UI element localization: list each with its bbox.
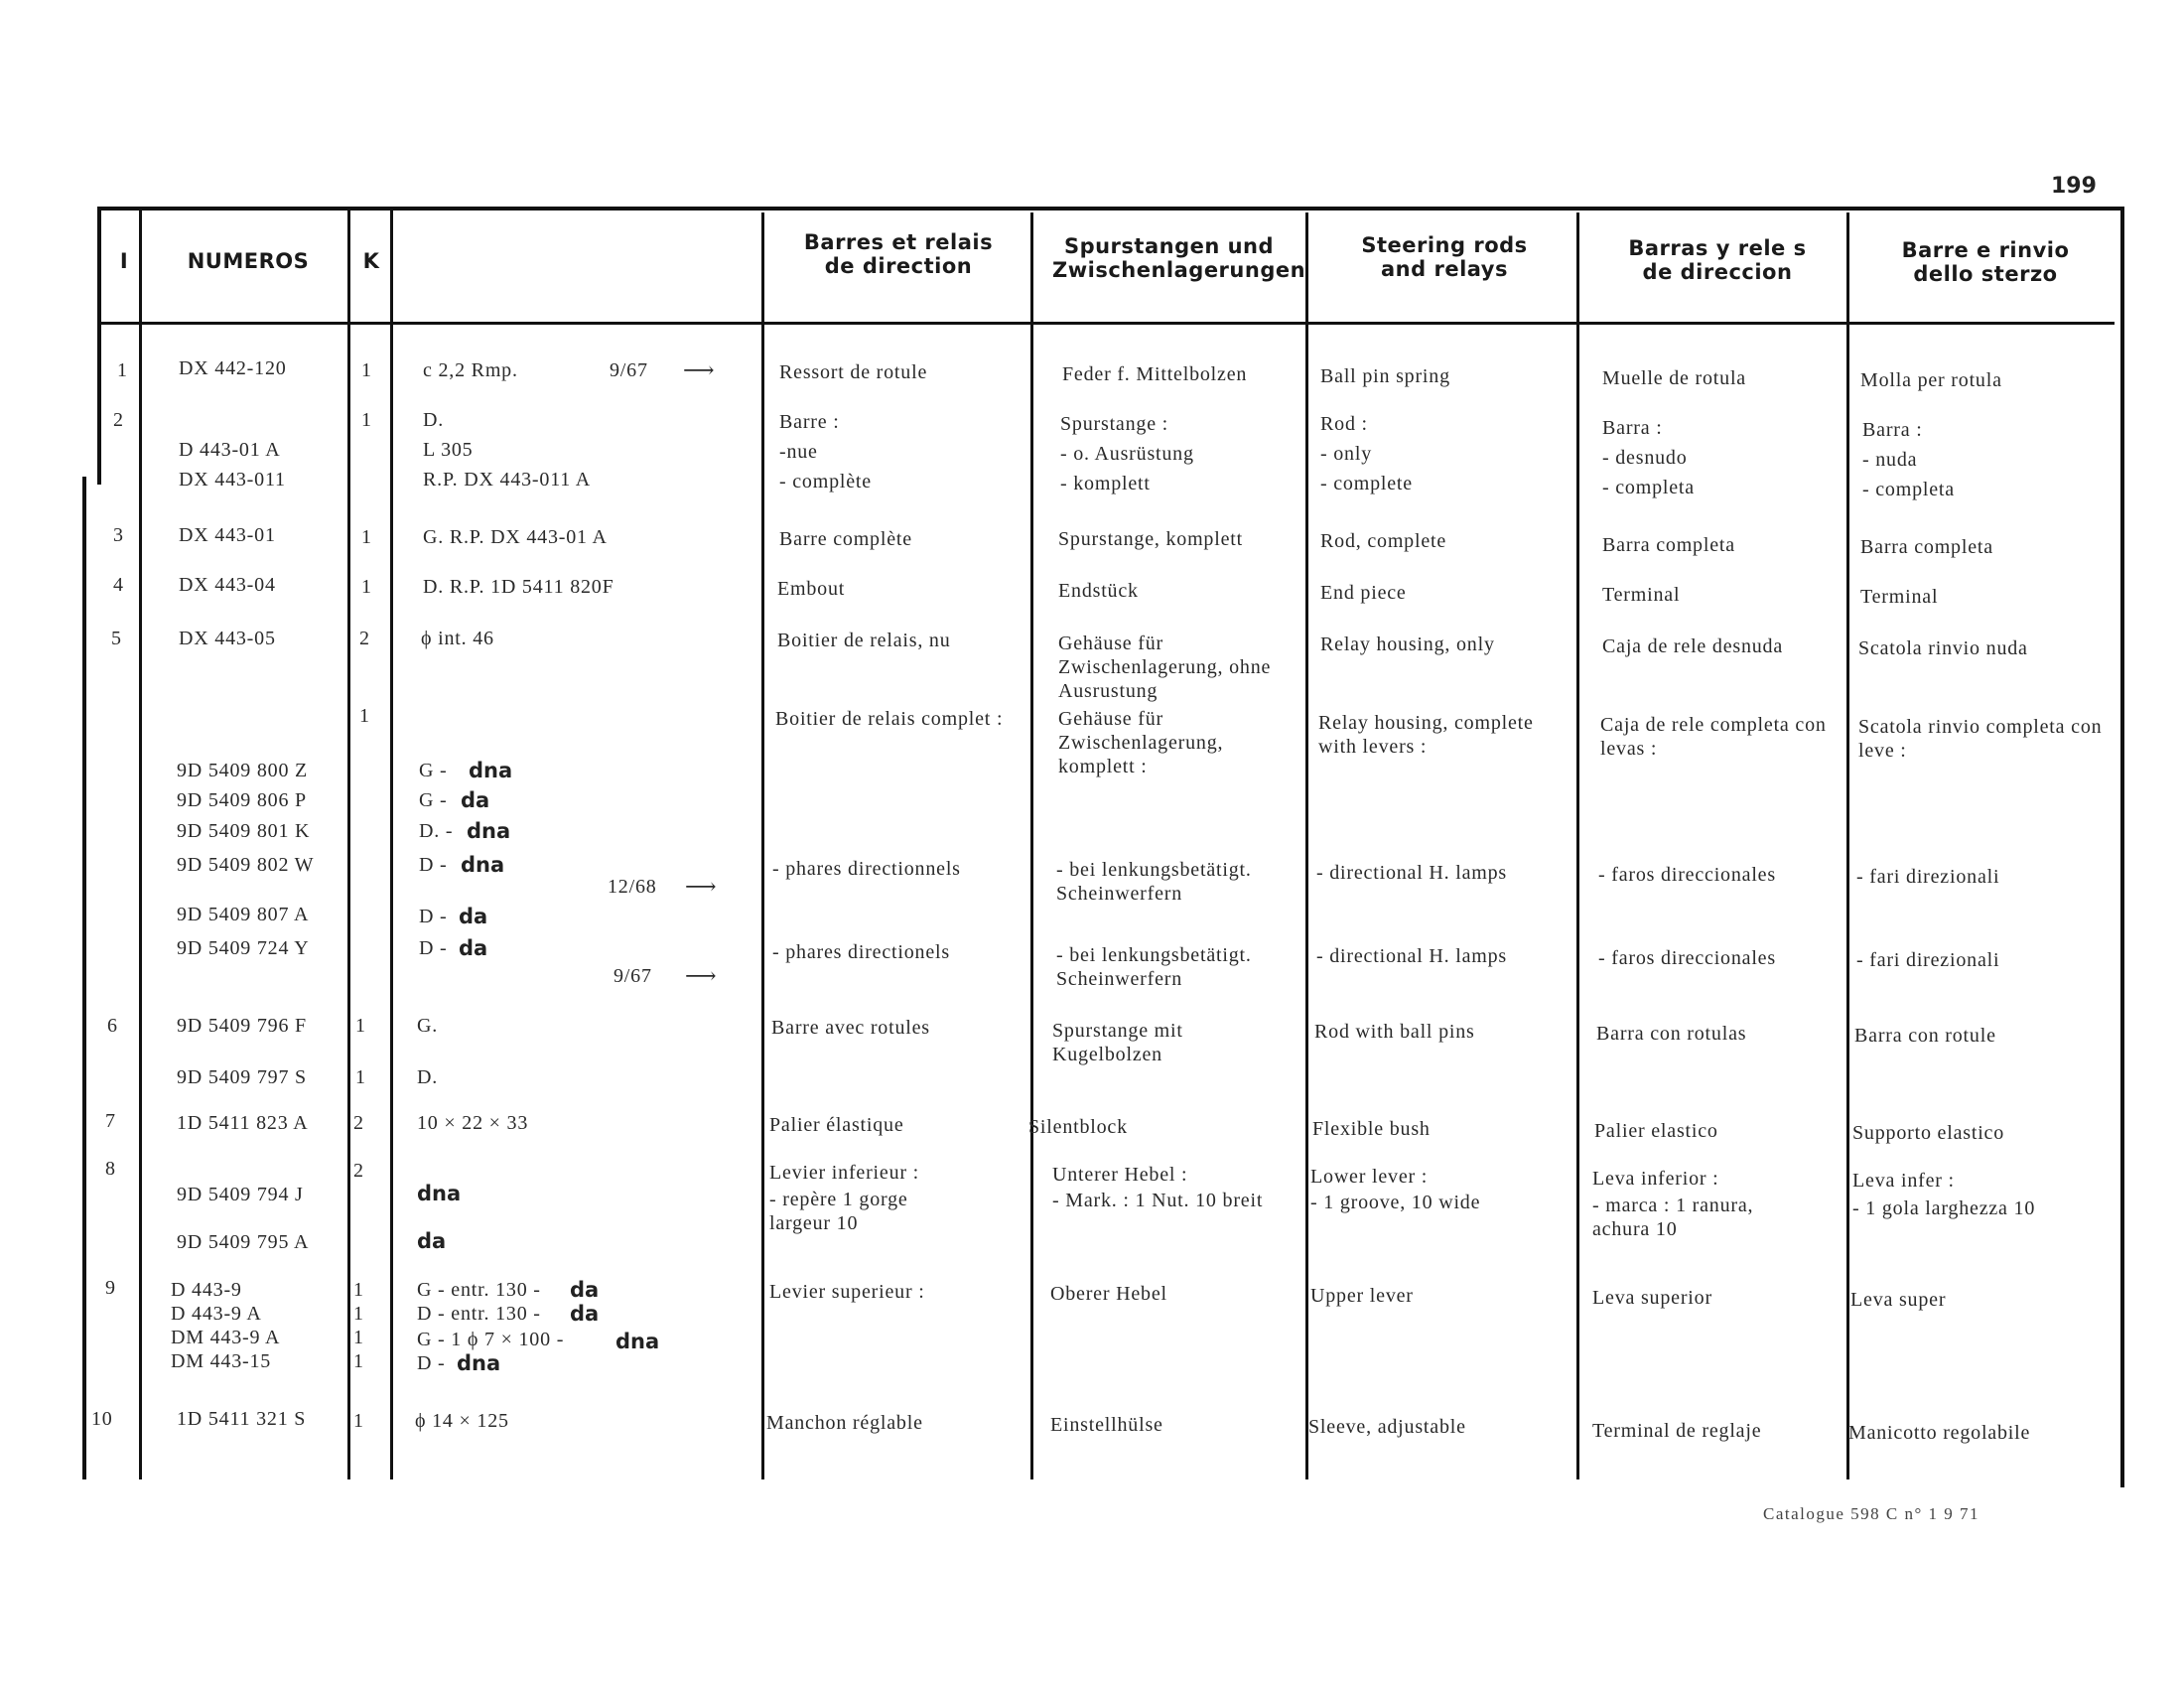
header-french: Barres et relais de direction — [803, 230, 994, 278]
variant-code-4: dna — [461, 853, 505, 877]
variant-spanish-1: - faros direccionales — [1598, 864, 1776, 886]
col-sep-5 — [1030, 212, 1033, 1479]
header-col-i: I — [119, 249, 129, 273]
variant-code-3: dna — [467, 819, 511, 843]
row9-french: Levier superieur : — [769, 1281, 925, 1303]
row2-spec-2: L 305 — [423, 439, 474, 461]
row9-spanish: Leva superior — [1592, 1287, 1712, 1309]
col-sep-7 — [1576, 212, 1579, 1479]
table-left-border-lower — [82, 477, 86, 1479]
page-number: 199 — [2051, 174, 2097, 199]
row5-german: Gehäuse für Zwischenlagerung, ohne Ausrustung — [1058, 633, 1272, 702]
row8-german: Unterer Hebel : — [1052, 1164, 1188, 1186]
row2-spec-3: R.P. DX 443-011 A — [423, 469, 591, 491]
row7-quantity: 2 — [353, 1112, 364, 1134]
row5b-italian: Scatola rinvio completa con leve : — [1858, 716, 2103, 762]
row9-english: Upper lever — [1310, 1285, 1414, 1307]
row8-spec-1: dna — [417, 1182, 462, 1205]
row6-index: 6 — [107, 1015, 118, 1037]
row1-italian: Molla per rotula — [1860, 369, 2002, 391]
arrow-icon: ⟶ — [685, 963, 718, 988]
row5-part-number: DX 443-05 — [179, 628, 276, 649]
row10-spanish: Terminal de reglaje — [1592, 1420, 1762, 1442]
row5b-quantity: 1 — [359, 705, 370, 727]
row2-french-1: Barre : — [779, 411, 840, 433]
row1-part-number: DX 442-120 — [179, 357, 287, 379]
row3-quantity: 1 — [361, 526, 372, 548]
variant-side-1: G - — [419, 760, 448, 781]
header-separator — [97, 322, 2115, 325]
row3-spanish: Barra completa — [1602, 534, 1735, 556]
row9-german: Oberer Hebel — [1050, 1283, 1167, 1305]
row3-index: 3 — [113, 524, 124, 546]
row1-english: Ball pin spring — [1320, 365, 1450, 387]
row4-english: End piece — [1320, 582, 1407, 604]
row10-french: Manchon réglable — [766, 1412, 923, 1434]
row10-quantity: 1 — [353, 1410, 364, 1432]
row8-english-detail: - 1 groove, 10 wide — [1310, 1192, 1481, 1213]
row5-english: Relay housing, only — [1320, 633, 1495, 655]
row9-code-4: dna — [457, 1351, 501, 1375]
row5-spanish: Caja de rele desnuda — [1602, 635, 1784, 657]
row9-code-3: dna — [615, 1330, 660, 1353]
row9-code-1: da — [570, 1278, 600, 1302]
row2-german-1: Spurstange : — [1060, 413, 1169, 435]
row10-german: Einstellhülse — [1050, 1414, 1163, 1436]
row2-french-3: - complète — [779, 471, 872, 492]
row4-spec: D. R.P. 1D 5411 820F — [423, 576, 614, 598]
variant-side-2: G - — [419, 789, 448, 811]
variant-italian-2: - fari direzionali — [1856, 949, 2000, 971]
variant-code-1: dna — [469, 759, 513, 782]
col-sep-4 — [761, 212, 764, 1479]
row10-english: Sleeve, adjustable — [1308, 1416, 1466, 1438]
row7-german: Silentblock — [1028, 1116, 1128, 1138]
variant-side-5: D - — [419, 906, 448, 927]
variant-german-2: - bei lenkungsbetätigt. Scheinwerfern — [1056, 944, 1252, 990]
header-numeros: NUMEROS — [187, 249, 310, 273]
row9-quantity-4: 1 — [353, 1350, 364, 1372]
row9-italian: Leva super — [1850, 1289, 1947, 1311]
row7-part-number: 1D 5411 823 A — [177, 1112, 309, 1134]
row1-german: Feder f. Mittelbolzen — [1062, 363, 1248, 385]
row1-spec: c 2,2 Rmp. — [423, 359, 518, 381]
col-sep-2 — [347, 209, 350, 1479]
row4-spanish: Terminal — [1602, 584, 1681, 606]
row8-spanish: Leva inferior : — [1592, 1168, 1719, 1190]
row6-quantity-1: 1 — [355, 1015, 366, 1037]
row9-part-number-1: D 443-9 — [171, 1279, 242, 1301]
row1-french: Ressort de rotule — [779, 361, 928, 383]
variant-part-number-4: 9D 5409 802 W — [177, 854, 315, 876]
header-english: Steering rods and relays — [1361, 233, 1528, 281]
variant-part-number-6: 9D 5409 724 Y — [177, 937, 310, 959]
row7-english: Flexible bush — [1312, 1118, 1431, 1140]
row6-spec-1: G. — [417, 1015, 439, 1037]
catalogue-footer: Catalogue 598 C n° 1 9 71 — [1763, 1504, 1980, 1523]
variant-part-number-1: 9D 5409 800 Z — [177, 760, 309, 781]
row9-quantity-1: 1 — [353, 1279, 364, 1301]
row4-italian: Terminal — [1860, 586, 1939, 608]
row5b-german: Gehäuse für Zwischenlagerung, komplett : — [1058, 708, 1224, 777]
row2-quantity: 1 — [361, 409, 372, 431]
row9-quantity-2: 1 — [353, 1303, 364, 1325]
row7-french: Palier élastique — [769, 1114, 904, 1136]
row4-part-number: DX 443-04 — [179, 574, 276, 596]
row5-spec: ϕ int. 46 — [421, 628, 494, 649]
variant-spanish-2: - faros direccionales — [1598, 947, 1776, 969]
row1-index: 1 — [117, 359, 128, 381]
variant-code-5: da — [459, 905, 488, 928]
variant-english-2: - directional H. lamps — [1316, 945, 1507, 967]
table-left-border — [97, 207, 101, 485]
row4-index: 4 — [113, 574, 124, 596]
row6-english: Rod with ball pins — [1314, 1021, 1475, 1043]
row5b-french: Boitier de relais complet : — [775, 708, 1004, 730]
row6-italian: Barra con rotule — [1854, 1025, 1996, 1047]
variant-code-2: da — [461, 788, 490, 812]
row7-spec: 10 × 22 × 33 — [417, 1112, 529, 1134]
row9-spec-1: G - entr. 130 - — [417, 1279, 541, 1301]
row6-spec-2: D. — [417, 1066, 439, 1088]
row5-french: Boitier de relais, nu — [777, 630, 951, 651]
row9-part-number-3: DM 443-9 A — [171, 1327, 281, 1348]
row7-index: 7 — [105, 1110, 116, 1132]
row9-spec-2: D - entr. 130 - — [417, 1303, 541, 1325]
row5-index: 5 — [111, 628, 122, 649]
row6-french: Barre avec rotules — [771, 1017, 930, 1039]
row6-part-number-1: 9D 5409 796 F — [177, 1015, 307, 1037]
col-sep-8 — [1846, 212, 1849, 1479]
row2-english-2: - only — [1320, 443, 1373, 465]
row2-spanish-2: - desnudo — [1602, 447, 1688, 469]
variant-french-2: - phares directionels — [772, 941, 950, 963]
row9-quantity-3: 1 — [353, 1327, 364, 1348]
row3-german: Spurstange, komplett — [1058, 528, 1243, 550]
row8-quantity: 2 — [353, 1160, 364, 1182]
row9-spec-4: D - — [417, 1352, 446, 1374]
row3-italian: Barra completa — [1860, 536, 1993, 558]
variant-side-4: D - — [419, 854, 448, 876]
row10-part-number: 1D 5411 321 S — [177, 1408, 307, 1430]
row8-italian-detail: - 1 gola larghezza 10 — [1852, 1197, 2036, 1219]
table-top-border — [97, 207, 2124, 211]
arrow-icon: ⟶ — [683, 357, 716, 382]
row2-english-1: Rod : — [1320, 413, 1368, 435]
row10-italian: Manicotto regolabile — [1848, 1422, 2031, 1444]
row9-code-2: da — [570, 1302, 600, 1326]
variant-part-number-2: 9D 5409 806 P — [177, 789, 307, 811]
arrow-icon: ⟶ — [685, 874, 718, 899]
col-sep-1 — [139, 209, 142, 1479]
row2-italian-1: Barra : — [1862, 419, 1923, 441]
row4-quantity: 1 — [361, 576, 372, 598]
row8-french-detail: - repère 1 gorge largeur 10 — [769, 1189, 908, 1234]
row6-german: Spurstange mit Kugelbolzen — [1052, 1020, 1183, 1065]
row2-spec-1: D. — [423, 409, 445, 431]
variant-english-1: - directional H. lamps — [1316, 862, 1507, 884]
row8-index: 8 — [105, 1158, 116, 1180]
variant-code-6: da — [459, 936, 488, 960]
row2-part-number-1: D 443-01 A — [179, 439, 281, 461]
header-italian: Barre e rinvio dello sterzo — [1901, 238, 2070, 286]
row10-spec: ϕ 14 × 125 — [415, 1410, 509, 1432]
row3-french: Barre complète — [779, 528, 912, 550]
header-k: K — [362, 249, 380, 273]
row9-spec-3: G - 1 ϕ 7 × 100 - — [417, 1329, 565, 1350]
row9-index: 9 — [105, 1277, 116, 1299]
row1-date: 9/67 — [610, 359, 648, 381]
row5b-spanish: Caja de rele completa con levas : — [1600, 714, 1827, 760]
table-right-border — [2120, 207, 2124, 1487]
row2-spanish-1: Barra : — [1602, 417, 1663, 439]
row2-italian-2: - nuda — [1862, 449, 1918, 471]
row2-german-3: - komplett — [1060, 473, 1151, 494]
row1-spanish: Muelle de rotula — [1602, 367, 1746, 389]
col-sep-6 — [1305, 212, 1308, 1479]
row2-german-2: - o. Ausrüstung — [1060, 443, 1194, 465]
row7-spanish: Palier elastico — [1594, 1120, 1718, 1142]
row2-index: 2 — [113, 409, 124, 431]
variant-french-1: - phares directionnels — [772, 858, 961, 880]
row8-german-detail: - Mark. : 1 Nut. 10 breit — [1052, 1190, 1264, 1211]
row6-spanish: Barra con rotulas — [1596, 1023, 1747, 1045]
row5-italian: Scatola rinvio nuda — [1858, 637, 2028, 659]
row7-italian: Supporto elastico — [1852, 1122, 2005, 1144]
variant-side-6: D - — [419, 937, 448, 959]
row2-italian-3: - completa — [1862, 479, 1955, 500]
row2-english-3: - complete — [1320, 473, 1413, 494]
header-spanish: Barras y rele s de direccion — [1628, 236, 1807, 284]
row5-quantity: 2 — [359, 628, 370, 649]
row3-spec: G. R.P. DX 443-01 A — [423, 526, 608, 548]
row2-part-number-2: DX 443-011 — [179, 469, 286, 491]
row3-part-number: DX 443-01 — [179, 524, 276, 546]
variant-side-3: D. - — [419, 820, 454, 842]
variant-date-1: 12/68 — [608, 876, 657, 898]
row5b-english: Relay housing, complete with levers : — [1318, 712, 1534, 758]
row8-spec-2: da — [417, 1229, 447, 1253]
row8-french: Levier inferieur : — [769, 1162, 919, 1184]
row8-part-number-2: 9D 5409 795 A — [177, 1231, 310, 1253]
row8-part-number-1: 9D 5409 794 J — [177, 1184, 304, 1205]
row6-part-number-2: 9D 5409 797 S — [177, 1066, 307, 1088]
variant-german-1: - bei lenkungsbetätigt. Scheinwerfern — [1056, 859, 1252, 905]
row4-french: Embout — [777, 578, 846, 600]
variant-italian-1: - fari direzionali — [1856, 866, 2000, 888]
row1-quantity: 1 — [361, 359, 372, 381]
row3-english: Rod, complete — [1320, 530, 1447, 552]
variant-part-number-3: 9D 5409 801 K — [177, 820, 311, 842]
row9-part-number-4: DM 443-15 — [171, 1350, 272, 1372]
row4-german: Endstück — [1058, 580, 1139, 602]
col-sep-3 — [390, 209, 393, 1479]
variant-date-2: 9/67 — [614, 965, 652, 987]
row8-italian: Leva infer : — [1852, 1170, 1955, 1192]
row8-english: Lower lever : — [1310, 1166, 1429, 1188]
row10-index: 10 — [91, 1408, 113, 1430]
row9-part-number-2: D 443-9 A — [171, 1303, 262, 1325]
row6-quantity-2: 1 — [355, 1066, 366, 1088]
header-german: Spurstangen und Zwischenlagerungen — [1052, 234, 1306, 282]
row2-french-2: -nue — [779, 441, 818, 463]
row8-spanish-detail: - marca : 1 ranura, achura 10 — [1592, 1195, 1754, 1240]
variant-part-number-5: 9D 5409 807 A — [177, 904, 310, 925]
row2-spanish-3: - completa — [1602, 477, 1695, 498]
